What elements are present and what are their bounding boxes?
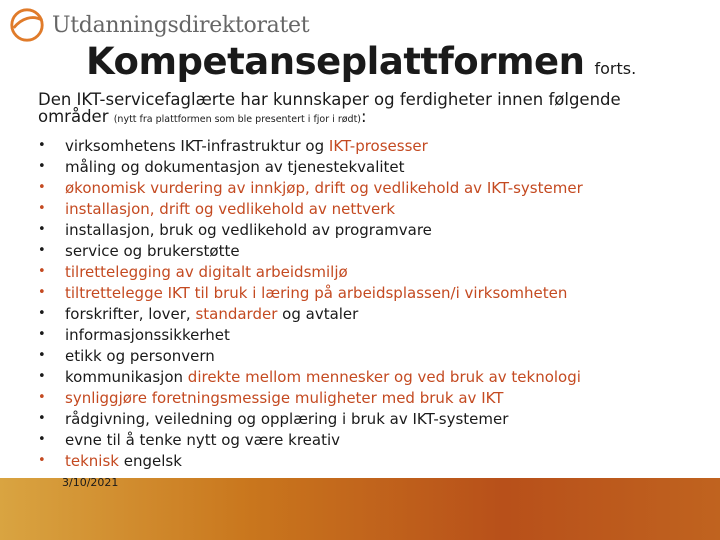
list-item-text bbox=[65, 347, 215, 365]
list-item-text-part: rådgivning, veiledning og opplæring i bruk av IKT-systemer bbox=[65, 409, 509, 428]
list-item-text-part: etikk og personvern bbox=[65, 346, 215, 365]
list-item-text-part: virksomhetens IKT-infrastruktur og bbox=[65, 136, 329, 155]
list-item-text-part: forskrifter, lover, bbox=[65, 304, 196, 323]
intro-note: (nytt fra plattformen som ble presentert i fjor i rødt) bbox=[113, 114, 362, 125]
list-item bbox=[38, 450, 583, 471]
list-item-text-new: tiltrettelegge IKT til bruk i læring på arbeidsplassen/i virksomheten bbox=[65, 283, 568, 302]
list-item-text bbox=[65, 137, 428, 155]
list-item-text-part: installasjon, bruk og vedlikehold av programvare bbox=[65, 220, 432, 239]
list-item bbox=[38, 366, 583, 387]
list-item-text-new: tilrettelegging av digitalt arbeidsmiljø bbox=[65, 262, 348, 281]
list-item-text bbox=[65, 179, 583, 197]
list-item-text bbox=[65, 158, 405, 176]
list-item-text-new: IKT-prosesser bbox=[328, 136, 428, 155]
list-item-text-part: evne til å tenke nytt og være kreativ bbox=[65, 430, 341, 449]
list-item-text bbox=[65, 221, 432, 239]
list-item-text-part: service og brukerstøtte bbox=[65, 241, 240, 260]
bullet-icon: • bbox=[38, 306, 46, 321]
list-item-text bbox=[65, 305, 358, 323]
intro-line-2 bbox=[38, 108, 708, 128]
bullet-icon: • bbox=[38, 369, 46, 384]
list-item-text bbox=[65, 410, 508, 428]
list-item-text-part: informasjonssikkerhet bbox=[65, 325, 230, 344]
bullet-icon: • bbox=[38, 411, 46, 426]
bullet-icon: • bbox=[38, 243, 46, 258]
title-main: Kompetanseplattformen bbox=[86, 40, 585, 83]
list-item bbox=[38, 198, 583, 219]
list-item bbox=[38, 240, 583, 261]
list-item-text bbox=[65, 452, 182, 470]
bullet-icon: • bbox=[38, 285, 46, 300]
bullet-icon: • bbox=[38, 201, 46, 216]
bullet-icon: • bbox=[38, 159, 46, 174]
bullet-icon: • bbox=[38, 390, 46, 405]
page-title bbox=[86, 40, 636, 83]
logo-mark-icon bbox=[8, 6, 46, 44]
list-item-text bbox=[65, 242, 240, 260]
list-item-text bbox=[65, 431, 340, 449]
bullet-icon: • bbox=[38, 453, 46, 468]
list-item-text bbox=[65, 284, 567, 302]
title-suffix: forts. bbox=[594, 59, 637, 78]
list-item-text bbox=[65, 200, 395, 218]
bullet-icon: • bbox=[38, 432, 46, 447]
list-item-text-new: synliggjøre foretningsmessige muligheter med bruk av IKT bbox=[65, 388, 504, 407]
list-item bbox=[38, 177, 583, 198]
list-item-text-new: standarder bbox=[195, 304, 278, 323]
logo-text: Utdanningsdirektoratet bbox=[52, 12, 310, 38]
list-item bbox=[38, 156, 583, 177]
list-item-text-part: måling og dokumentasjon av tjenestekvalitet bbox=[65, 157, 405, 176]
list-item-text bbox=[65, 263, 348, 281]
list-item bbox=[38, 135, 583, 156]
list-item-text-new: installasjon, drift og vedlikehold av nettverk bbox=[65, 199, 396, 218]
list-item-text bbox=[65, 389, 503, 407]
logo bbox=[8, 6, 309, 44]
bullet-icon: • bbox=[38, 180, 46, 195]
list-item-text-part: og avtaler bbox=[277, 304, 359, 323]
list-item-text-new: økonomisk vurdering av innkjøp, drift og vedlikehold av IKT-systemer bbox=[65, 178, 583, 197]
list-item bbox=[38, 387, 583, 408]
list-item bbox=[38, 408, 583, 429]
list-item-text bbox=[65, 368, 581, 386]
intro-line-2-start: områder bbox=[38, 107, 114, 126]
list-item-text bbox=[65, 326, 230, 344]
bullet-icon: • bbox=[38, 327, 46, 342]
list-item bbox=[38, 219, 583, 240]
list-item bbox=[38, 324, 583, 345]
list-item bbox=[38, 429, 583, 450]
competence-list bbox=[38, 135, 583, 471]
intro-line-1: Den IKT-servicefaglærte har kunnskaper og ferdigheter innen følgende bbox=[38, 90, 621, 109]
footer-date: 3/10/2021 bbox=[62, 476, 119, 489]
list-item-text-new: direkte mellom mennesker og ved bruk av teknologi bbox=[187, 367, 581, 386]
intro-text bbox=[38, 91, 708, 128]
list-item-text-part: engelsk bbox=[118, 451, 182, 470]
list-item-text-new: teknisk bbox=[65, 451, 119, 470]
bullet-icon: • bbox=[38, 264, 46, 279]
list-item bbox=[38, 282, 583, 303]
list-item bbox=[38, 303, 583, 324]
list-item bbox=[38, 345, 583, 366]
intro-line-2-end: : bbox=[361, 107, 367, 126]
list-item bbox=[38, 261, 583, 282]
bullet-icon: • bbox=[38, 222, 46, 237]
bullet-icon: • bbox=[38, 348, 46, 363]
bullet-icon: • bbox=[38, 138, 46, 153]
list-item-text-part: kommunikasjon bbox=[65, 367, 188, 386]
